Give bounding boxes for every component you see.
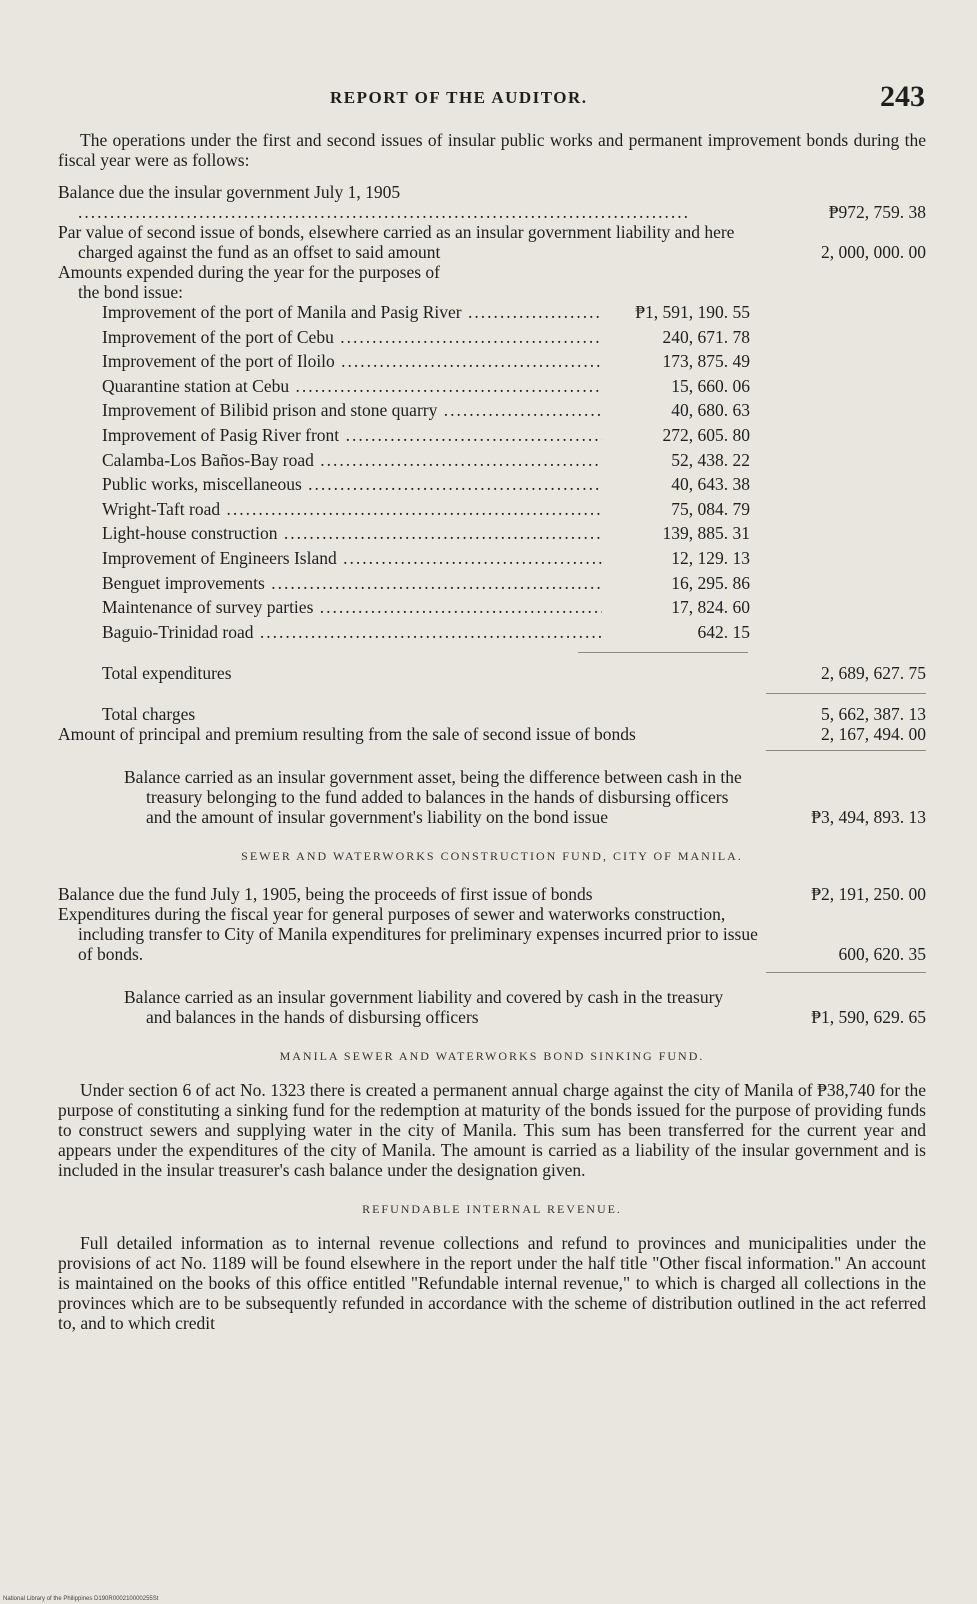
expenditure-item-name: Public works, miscellaneous (102, 474, 302, 495)
expenditure-item-value: 75, 084. 79 (667, 499, 750, 519)
sewer-section-title: SEWER AND WATERWORKS CONSTRUCTION FUND, CITY OF MANILA. (241, 849, 743, 864)
balance-row-desc: Balance due the insular government July 1, 1905 ..... (58, 182, 766, 222)
expenditure-item-value: 139, 885. 31 (659, 523, 751, 543)
refundable-section-title: REFUNDABLE INTERNAL REVENUE. (362, 1202, 622, 1217)
sewer-expenditures-desc: Expenditures during the fiscal year for general purposes of sewer and waterworks construction, including transfer to City of Manila expenditures for preliminary expenses incurred prior to issue of bonds. (58, 904, 758, 965)
total-expenditures-row (58, 663, 926, 683)
expenditure-item (102, 597, 750, 622)
sinking-section-title: MANILA SEWER AND WATERWORKS BOND SINKING FUND. (279, 1049, 705, 1064)
total-charges-desc: Total charges (102, 704, 196, 725)
expenditure-item (102, 302, 750, 327)
sewer-expenditures-amount: 600, 620. 35 (838, 944, 926, 965)
sinking-paragraph: Under section 6 of act No. 1323 there is created a permanent annual charge against the city of Manila of ₱38,740 for the purpose of constituting a sinking fund for the redemption at maturity of the bonds issued for the purpose of providing funds to construct sewers and supplying water in the city of Manila. This sum has been transferred for the current year and appears under the expenditures of the city of Manila. The amount is carried as a liability of the insular government and is included in the insular treasurer's cash balance under the designation given. (58, 1080, 926, 1181)
expenditure-item-value: 52, 438. 22 (667, 450, 750, 470)
page-body (58, 130, 926, 1333)
par-value-amount: 2, 000, 000. 00 (821, 242, 926, 262)
expenditure-item-name: Light-house construction (102, 523, 278, 544)
expenditure-item-name: Improvement of the port of Iloilo (102, 351, 335, 372)
expenditure-item-name: Improvement of Pasig River front (102, 424, 340, 445)
balance-row (58, 182, 926, 222)
expenditure-list (102, 302, 750, 646)
expenditure-item (102, 400, 750, 425)
expenditure-item (102, 548, 750, 573)
expenditure-item-value: 40, 643. 38 (667, 474, 750, 494)
sewer-expenditures-row (58, 904, 926, 964)
page-number: 243 (880, 80, 925, 113)
balance-asset-amount: ₱3, 494, 893. 13 (811, 807, 926, 828)
intro-paragraph: The operations under the first and second issues of insular public works and permanent improvement bonds during the fiscal year were as follows: (58, 130, 926, 170)
expenditure-item (102, 450, 750, 475)
expenditure-item (102, 351, 750, 376)
balance-asset-desc: Balance carried as an insular government asset, being the difference between cash in the treasury belonging to the fund added to balances in the hands of disbursing officers and the amount of insular government's liability on the bond issue (124, 767, 742, 828)
expenditure-item-name: Baguio-Trinidad road (102, 621, 254, 642)
total-charges-amount: 5, 662, 387. 13 (821, 704, 926, 725)
total-expenditures-amount: 2, 689, 627. 75 (821, 663, 926, 684)
sewer-liability-amount: ₱1, 590, 629. 65 (811, 1007, 926, 1028)
expenditure-item-value: 12, 129. 13 (667, 548, 750, 568)
expenditure-item-name: Improvement of the port of Cebu (102, 326, 334, 347)
amounts-heading-line2: the bond issue: (78, 282, 183, 302)
expenditure-item (102, 523, 750, 548)
expenditure-item-name: Quarantine station at Cebu (102, 375, 290, 396)
page-header (0, 80, 977, 120)
expenditure-item (102, 425, 750, 450)
expenditure-item-name: Maintenance of survey parties (102, 597, 314, 618)
sewer-balance-desc: Balance due the fund July 1, 1905, being the proceeds of first issue of bonds (58, 884, 593, 905)
expenditure-item (102, 573, 750, 598)
amounts-heading (58, 262, 926, 302)
expenditure-item-value: 642. 15 (694, 622, 751, 642)
amounts-heading-line1: Amounts expended during the year for the purposes of (58, 262, 440, 282)
expenditure-item-name: Improvement of Bilibid prison and stone quarry (102, 400, 438, 421)
par-value-desc: Par value of second issue of bonds, elsewhere carried as an insular government liability and here charged against the fund as an offset to said amount (58, 222, 735, 262)
total-expenditures-desc: Total expenditures (102, 663, 232, 684)
sewer-balance-row (58, 884, 926, 904)
expenditure-item-value: 15, 660. 06 (667, 376, 750, 396)
expenditure-item (102, 474, 750, 499)
expenditure-item-name: Improvement of the port of Manila and Pasig River (102, 302, 462, 322)
expenditure-item-value: 173, 875. 49 (659, 351, 751, 371)
refundable-paragraph: Full detailed information as to internal revenue collections and refund to provinces and municipalities under the provisions of act No. 1189 will be found elsewhere in the report under the half title "Other fiscal information." An account is maintained on the books of this office entitled "Refundable internal revenue," to which is charged all collections in the provinces which are to be subsequently refunded in accordance with the scheme of distribution outlined in the act referred to, and to which credit (58, 1233, 926, 1334)
expenditure-item (102, 499, 750, 524)
sewer-liability-row (58, 987, 926, 1027)
principal-desc: Amount of principal and premium resulting from the sale of second issue of bonds (58, 724, 636, 745)
expenditure-item-value: 272, 605. 80 (659, 425, 751, 445)
expenditure-item-value: 240, 671. 78 (659, 327, 751, 347)
principal-row (58, 724, 926, 744)
balance-row-amount: ₱972, 759. 38 (828, 202, 926, 222)
total-charges-row (58, 704, 926, 724)
expenditure-item-name: Benguet improvements (102, 572, 265, 593)
principal-amount: 2, 167, 494. 00 (821, 724, 926, 745)
expenditure-item (102, 376, 750, 401)
balance-asset-row (58, 767, 926, 827)
expenditure-item-value: ₱1, 591, 190. 55 (631, 302, 750, 322)
sewer-liability-desc: Balance carried as an insular government liability and covered by cash in the treasury and balances in the hands of disbursing officers (124, 987, 724, 1028)
scan-footer: National Library of the Philippines D190R000210000255St (3, 1596, 159, 1602)
expenditure-item-value: 17, 824. 60 (667, 597, 750, 617)
expenditure-item-name: Calamba-Los Baños-Bay road (102, 449, 314, 470)
par-value-row (58, 222, 926, 262)
expenditure-item (102, 622, 750, 647)
expenditure-item-name: Improvement of Engineers Island (102, 547, 337, 568)
expenditure-item-value: 40, 680. 63 (667, 400, 750, 420)
running-head: REPORT OF THE AUDITOR. (330, 88, 588, 107)
expenditure-item-name: Wright-Taft road (102, 498, 221, 519)
expenditure-item-value: 16, 295. 86 (667, 573, 750, 593)
expenditure-item (102, 327, 750, 352)
sewer-balance-amount: ₱2, 191, 250. 00 (811, 884, 926, 905)
